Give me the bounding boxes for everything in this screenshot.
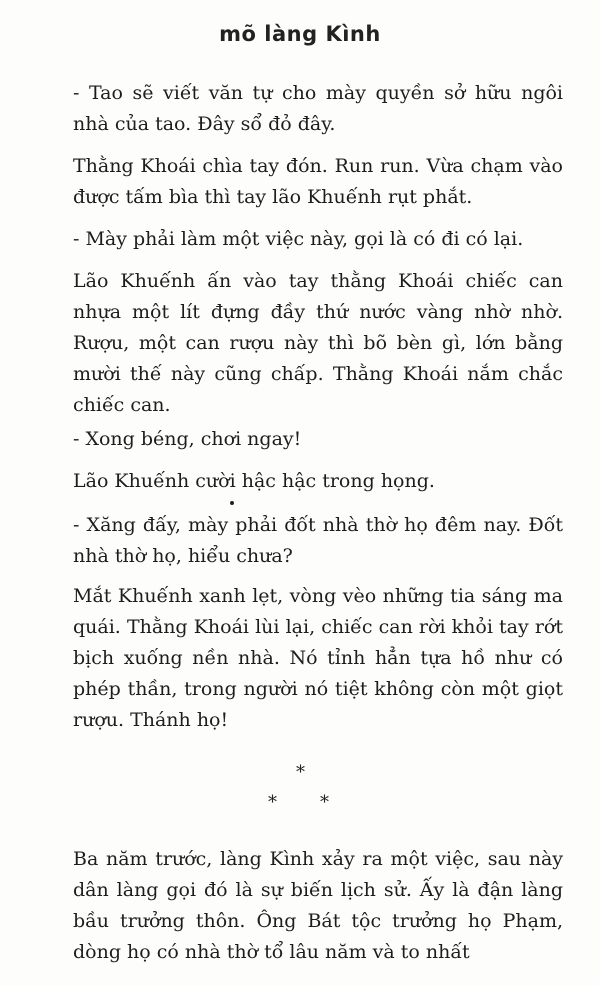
- paragraph-8: Mắt Khuếnh xanh lẹt, vòng vèo những tia sáng ma quái. Thằng Khoái lùi lại, chiếc can rời khỏi tay rớt bịch xuống nền nhà. Nó tỉnh hẳn tựa hồ như có phép thần, trong người nó tiệt không còn một giọt rượu. Thánh họ!: [73, 585, 563, 731]
- paragraph-7: - Xăng đấy, mày phải đốt nhà thờ họ đêm nay. Đốt nhà thờ họ, hiểu chưa?: [73, 514, 563, 567]
- paragraph-9: Ba năm trước, làng Kình xảy ra một việc, sau này dân làng gọi đó là sự biến lịch sử. Ấy là đận làng bầu trưởng thôn. Ông Bát tộc trưởng họ Phạm, dòng họ có nhà thờ tổ lâu năm và to nhất: [73, 848, 563, 963]
- paragraph-2: Thằng Khoái chìa tay đón. Run run. Vừa chạm vào được tấm bìa thì tay lão Khuếnh rụt phắt.: [73, 155, 563, 208]
- running-header: mõ làng Kình: [219, 22, 381, 46]
- section-break-star-top: *: [296, 762, 305, 783]
- paragraph-5: - Xong béng, chơi ngay!: [73, 428, 302, 450]
- section-break-star-left: *: [268, 792, 277, 813]
- paragraph-3: - Mày phải làm một việc này, gọi là có đi có lại.: [73, 228, 524, 250]
- paragraph-6: Lão Khuếnh cười hậc hậc trong họng.: [73, 470, 435, 492]
- section-break-star-right: *: [320, 792, 329, 813]
- paragraph-1: - Tao sẽ viết văn tự cho mày quyền sở hữu ngôi nhà của tao. Đây sổ đỏ đây.: [73, 82, 563, 135]
- print-speck: [230, 501, 234, 505]
- paragraph-4: Lão Khuếnh ấn vào tay thằng Khoái chiếc can nhựa một lít đựng đầy thứ nước vàng nhờ nhờ. Rượu, một can rượu này thì bõ bèn gì, lớn bằng mười thế này cũng chấp. Thằng Khoái nắm chắc chiếc can.: [73, 270, 563, 416]
